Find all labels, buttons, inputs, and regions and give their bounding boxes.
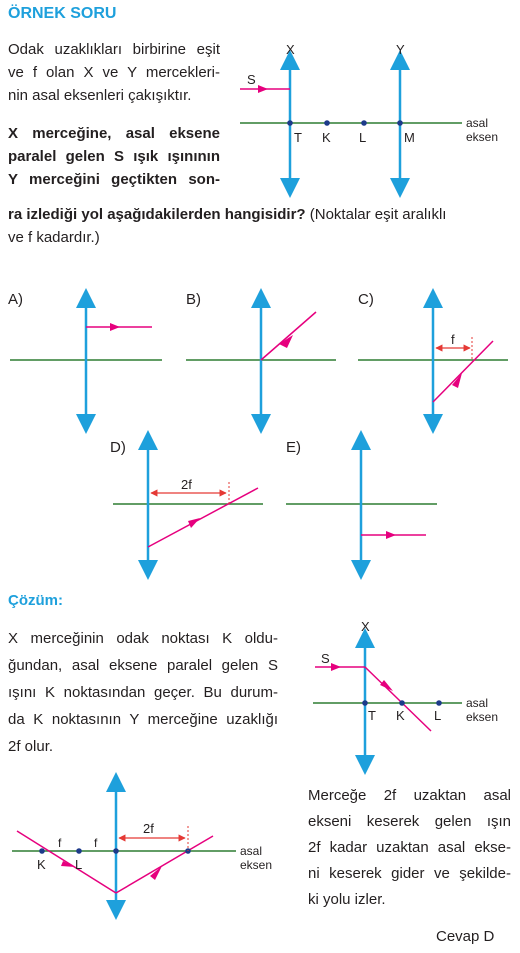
label-f: f bbox=[94, 836, 98, 850]
solution-line: ğundan, asal eksene paralel gelen S bbox=[8, 657, 278, 674]
solution-title: Çözüm: bbox=[8, 592, 63, 609]
label-k: K bbox=[322, 130, 331, 145]
answer: Cevap D bbox=[436, 928, 495, 945]
distance-label: f bbox=[451, 332, 455, 347]
label-k: K bbox=[396, 708, 405, 723]
option-letter: A) bbox=[8, 291, 23, 308]
point-l bbox=[76, 848, 82, 854]
label-l: L bbox=[434, 708, 442, 723]
axis-label: eksen bbox=[466, 710, 499, 724]
label-t: T bbox=[368, 708, 376, 723]
explanation-line: ekseni keserek gelen ışın bbox=[308, 813, 511, 830]
label-f: f bbox=[58, 836, 62, 850]
label-s: S bbox=[321, 651, 330, 666]
solution-line: 2f olur. bbox=[8, 738, 54, 755]
label-l: L bbox=[75, 857, 83, 872]
solution-line: ışını K noktasından geçer. Bu durum- bbox=[8, 684, 278, 701]
option-letter: E) bbox=[286, 439, 301, 456]
label-k: K bbox=[37, 857, 46, 872]
intro-line: ve f olan X ve Y mercekleri- bbox=[8, 64, 220, 81]
label-s: S bbox=[247, 72, 256, 87]
distance-label: 2f bbox=[181, 477, 192, 492]
explanation-paragraph bbox=[308, 783, 511, 913]
axis-label: asal bbox=[466, 696, 489, 710]
option-letter: C) bbox=[358, 291, 374, 308]
example-title: ÖRNEK SORU bbox=[8, 5, 117, 22]
label-x: X bbox=[361, 619, 370, 634]
incident-ray bbox=[17, 831, 116, 893]
solution-line: da K noktasının Y merceğine uzaklığı bbox=[8, 711, 278, 728]
explanation-line: Merceğe 2f uzaktan asal bbox=[308, 787, 511, 804]
intro-line: nin asal eksenleri çakışıktır. bbox=[8, 87, 192, 104]
ray-arrow bbox=[150, 866, 162, 880]
axis-label: eksen bbox=[466, 130, 499, 144]
axis-label: eksen bbox=[240, 858, 273, 872]
axis-label: asal bbox=[466, 116, 489, 130]
question-line: X merceğine, asal eksene bbox=[8, 125, 220, 142]
lens-center bbox=[113, 848, 119, 854]
question-line: paralel gelen S ışık ışınının bbox=[8, 148, 220, 165]
question-line: Y merceğini geçtikten son- bbox=[8, 171, 220, 188]
refracted-ray bbox=[116, 836, 213, 893]
label-t: T bbox=[294, 130, 302, 145]
solution-line: X merceğinin odak noktası K oldu- bbox=[8, 630, 278, 647]
question-note-line2: ve f kadardır.) bbox=[8, 229, 100, 246]
label-y: Y bbox=[396, 42, 405, 57]
explanation-line: 2f kadar uzaktan asal ekse- bbox=[308, 839, 511, 856]
question-bold-tail: ra izlediği yol aşağıdakilerden hangisidir? bbox=[8, 206, 306, 223]
point-k bbox=[39, 848, 45, 854]
option-letter: B) bbox=[186, 291, 201, 308]
explanation-line: ni keserek gider ve şekilde- bbox=[308, 865, 511, 882]
distance-label: 2f bbox=[143, 821, 154, 836]
label-l: L bbox=[359, 130, 367, 145]
option-letter: D) bbox=[110, 439, 126, 456]
label-m: M bbox=[404, 130, 415, 145]
label-x: X bbox=[286, 42, 295, 57]
question-note: (Noktalar eşit aralıklı bbox=[305, 206, 447, 223]
axis-label: asal bbox=[240, 844, 263, 858]
explanation-line: ki yolu izler. bbox=[308, 891, 386, 908]
intro-line: Odak uzaklıkları birbirine eşit bbox=[8, 41, 220, 58]
ray-arrow bbox=[61, 861, 75, 867]
